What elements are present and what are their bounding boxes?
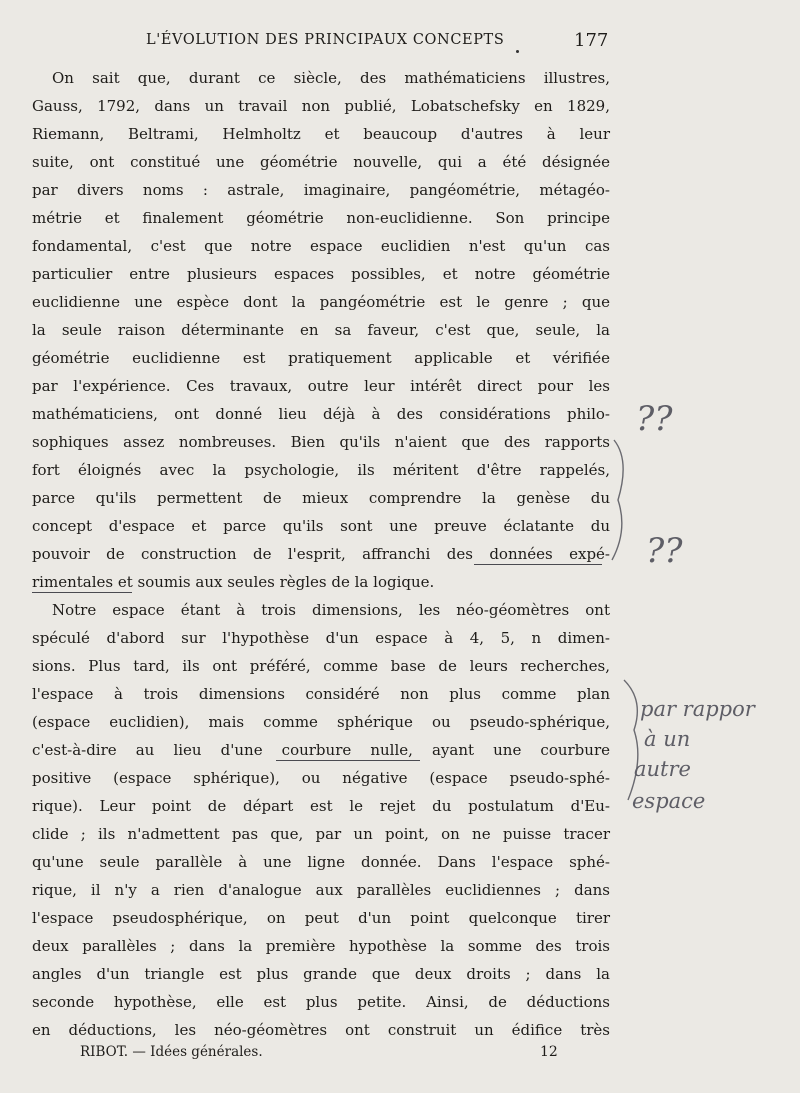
footer-signature: 12: [540, 1044, 558, 1060]
margin-bracket: [624, 680, 638, 800]
margin-bracket: [612, 440, 623, 560]
body-line: fort éloignés avec la psychologie, ils méritent d'être rappelés,: [32, 461, 610, 479]
body-line: On sait que, durant ce siècle, des mathématiciens illustres,: [52, 69, 610, 87]
body-line: Gauss, 1792, dans un travail non publié, Lobatschefsky en 1829,: [32, 97, 610, 115]
footer-author-title: RIBOT. — Idées générales.: [80, 1044, 263, 1060]
body-line: angles d'un triangle est plus grande que deux droits ; dans la: [32, 965, 610, 983]
body-line: Notre espace étant à trois dimensions, les néo-géomètres ont: [52, 601, 610, 619]
body-line: spéculé d'abord sur l'hypothèse d'un espace à 4, 5, n dimen-: [32, 629, 610, 647]
body-line: mathématiciens, ont donné lieu déjà à des considérations philo-: [32, 405, 610, 423]
pencil-underline: [32, 592, 132, 593]
body-line: géométrie euclidienne est pratiquement applicable et vérifiée: [32, 349, 610, 367]
body-line: rique, il n'y a rien d'analogue aux parallèles euclidiennes ; dans: [32, 881, 610, 899]
body-line: parce qu'ils permettent de mieux comprendre la genèse du: [32, 489, 610, 507]
body-line: Riemann, Beltrami, Helmholtz et beaucoup d'autres à leur: [32, 125, 610, 143]
body-line: seconde hypothèse, elle est plus petite. Ainsi, de déductions: [32, 993, 610, 1011]
body-line: fondamental, c'est que notre espace euclidien n'est qu'un cas: [32, 237, 610, 255]
body-line: sions. Plus tard, ils ont préféré, comme base de leurs recherches,: [32, 657, 610, 675]
body-line: sophiques assez nombreuses. Bien qu'ils n'aient que des rapports: [32, 433, 610, 451]
body-line: par l'expérience. Ces travaux, outre leur intérêt direct pour les: [32, 377, 610, 395]
margin-note-question: ??: [646, 531, 683, 571]
pencil-underline: [474, 564, 602, 565]
body-line: deux parallèles ; dans la première hypothèse la somme des trois: [32, 937, 610, 955]
pencil-underline: [276, 760, 420, 761]
body-line: en déductions, les néo-géomètres ont construit un édifice très: [32, 1021, 610, 1039]
margin-note-line: par rappor: [640, 697, 755, 721]
page-number: 177: [574, 30, 609, 51]
running-head: [0, 30, 800, 52]
body-line: l'espace pseudosphérique, on peut d'un point quelconque tirer: [32, 909, 610, 927]
body-line: pouvoir de construction de l'esprit, affranchi des données expé-: [32, 545, 610, 563]
body-line: métrie et finalement géométrie non-euclidienne. Son principe: [32, 209, 610, 227]
body-line: clide ; ils n'admettent pas que, par un point, on ne puisse tracer: [32, 825, 610, 843]
margin-note-line: espace: [632, 789, 706, 813]
body-line: euclidienne une espèce dont la pangéométrie est le genre ; que: [32, 293, 610, 311]
body-line: qu'une seule parallèle à une ligne donnée. Dans l'espace sphé-: [32, 853, 610, 871]
margin-note-line: à un: [644, 727, 691, 751]
body-line: rimentales et soumis aux seules règles de la logique.: [32, 573, 435, 591]
body-text: [32, 64, 610, 1039]
page-footer: [0, 1044, 800, 1068]
ink-speck: [516, 50, 519, 53]
body-line: suite, ont constitué une géométrie nouvelle, qui a été désignée: [32, 153, 610, 171]
body-line: l'espace à trois dimensions considéré non plus comme plan: [32, 685, 610, 703]
body-line: concept d'espace et parce qu'ils sont une preuve éclatante du: [32, 517, 610, 535]
running-title: L'ÉVOLUTION DES PRINCIPAUX CONCEPTS: [146, 32, 505, 48]
margin-note-question: ??: [636, 399, 673, 439]
margin-annotations: [600, 380, 800, 840]
body-line: la seule raison déterminante en sa faveur, c'est que, seule, la: [32, 321, 610, 339]
body-line: par divers noms : astrale, imaginaire, pangéométrie, métagéo-: [32, 181, 610, 199]
body-line: positive (espace sphérique), ou négative (espace pseudo-sphé-: [32, 769, 610, 787]
margin-note-line: autre: [634, 757, 691, 781]
body-line: (espace euclidien), mais comme sphérique ou pseudo-sphérique,: [32, 713, 610, 731]
body-line: rique). Leur point de départ est le rejet du postulatum d'Eu-: [32, 797, 610, 815]
body-line: particulier entre plusieurs espaces possibles, et notre géométrie: [32, 265, 610, 283]
body-line: c'est-à-dire au lieu d'une courbure nulle, ayant une courbure: [32, 741, 610, 759]
